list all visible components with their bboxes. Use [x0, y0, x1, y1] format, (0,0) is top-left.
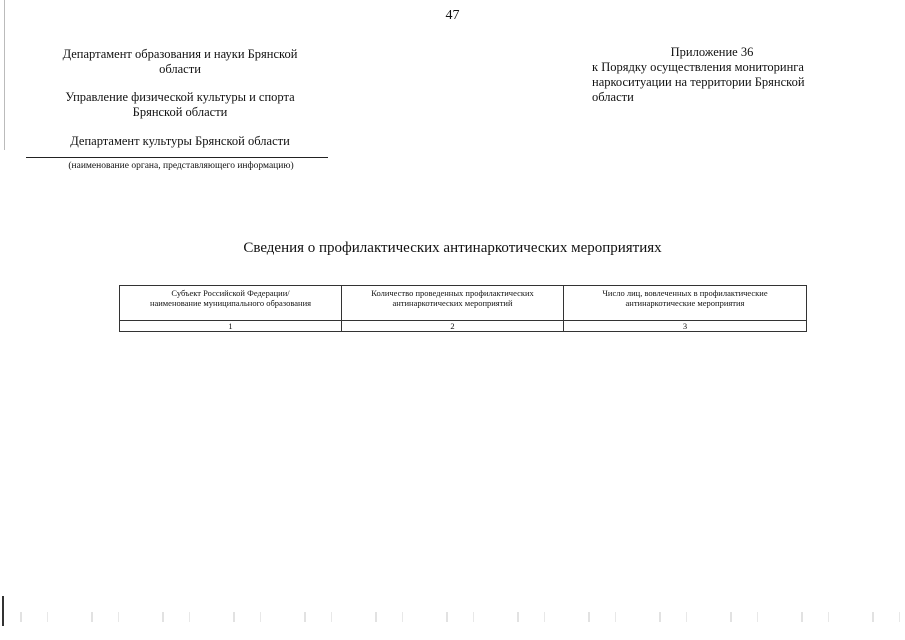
annex-title: Приложение 36 [670, 45, 754, 59]
header-events-count-line-2: антинаркотических мероприятий [392, 298, 513, 308]
header-events-count-line-1: Количество проведенных профилактических [371, 288, 534, 298]
issuer-1-line-1: Департамент образования и науки Брянской [62, 47, 298, 61]
header-subject [120, 286, 342, 321]
document-title: Сведения о профилактических антинаркотических мероприятиях [243, 240, 662, 256]
column-number-3: 3 [564, 321, 807, 332]
scan-noise-strip [0, 612, 905, 622]
header-subject-line-1: Субъект Российской Федерации/ [171, 288, 290, 298]
column-number-1: 1 [120, 321, 342, 332]
issuer-3 [30, 134, 330, 149]
annex-line-3: области [592, 90, 634, 104]
header-participants [564, 286, 807, 321]
header-events-count [342, 286, 564, 321]
issuer-1 [30, 47, 330, 77]
header-participants-line-2: антинаркотические мероприятия [625, 298, 745, 308]
issuer-3-line-1: Департамент культуры Брянской области [70, 134, 290, 148]
annex-line-2: наркоситуации на территории Брянской [592, 75, 805, 89]
table-number-row [120, 321, 807, 332]
issuer-underline [26, 157, 328, 158]
issuer-2-line-2: Брянской области [132, 105, 228, 119]
report-table [119, 285, 807, 332]
column-number-2: 2 [342, 321, 564, 332]
issuer-caption: (наименование органа, представляющего информацию) [68, 161, 294, 171]
header-participants-line-1: Число лиц, вовлеченных в профилактические [602, 288, 768, 298]
issuer-2 [30, 90, 330, 120]
issuer-2-line-1: Управление физической культуры и спорта [65, 90, 295, 104]
page-number: 47 [445, 8, 460, 23]
table-header-row [120, 286, 807, 321]
header-subject-line-2: наименование муниципального образования [149, 298, 312, 308]
annex-block [592, 45, 832, 105]
annex-line-1: к Порядку осуществления мониторинга [592, 60, 804, 74]
issuer-1-line-2: области [159, 62, 201, 76]
